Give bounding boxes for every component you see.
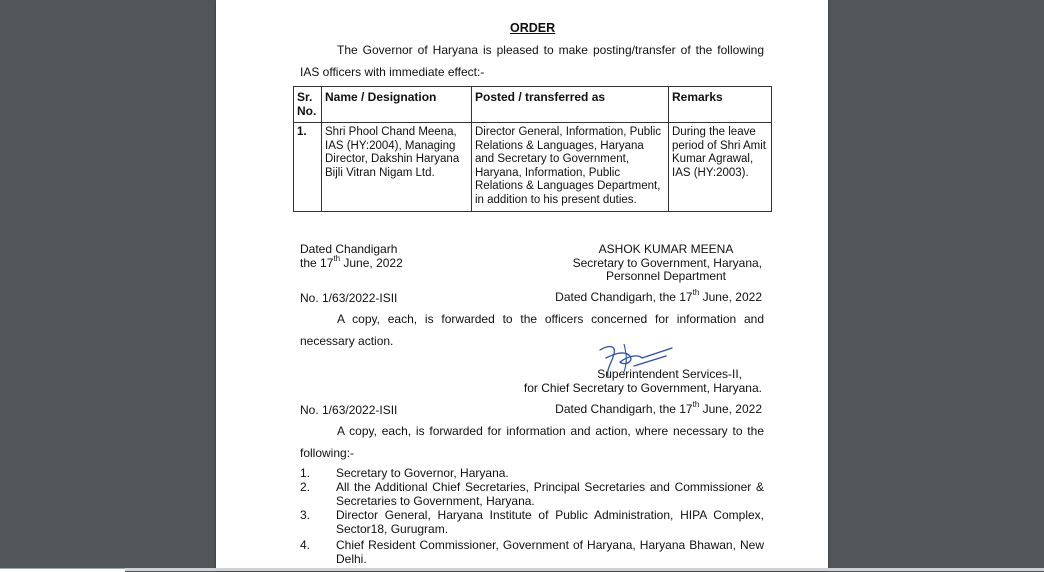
list-item-1-number: 1.: [300, 466, 311, 480]
list-item-4-text-2: Delhi.: [336, 552, 367, 566]
endorsement2-text-2: following:-: [300, 446, 355, 460]
table-header-row: [294, 87, 772, 123]
scrollbar-thumb[interactable]: [0, 568, 125, 572]
header-sr-no: Sr. No.: [294, 87, 322, 123]
list-item-2-number: 2.: [300, 480, 311, 494]
header-posted-as: Posted / transferred as: [472, 87, 669, 123]
endorsement2-number: No. 1/63/2022-ISII: [300, 403, 398, 417]
list-item-4-text-1: Chief Resident Commissioner, Government of Haryana, Haryana Bhawan, New: [336, 538, 764, 552]
list-item-3-text-2: Sector18, Gurugram.: [336, 522, 449, 536]
dated-date: the 17th June, 2022: [300, 254, 403, 270]
cell-sr-no: 1.: [294, 123, 322, 212]
list-item-3-text-1: Director General, Haryana Institute of Public Administration, HIPA Complex,: [336, 508, 764, 522]
cell-remarks: During the leave period of Shri Amit Kumar Agrawal, IAS (HY:2003).: [669, 123, 772, 212]
intro-line-1: The Governor of Haryana is pleased to make posting/transfer of the following: [337, 43, 764, 57]
signatory-title-1: Secretary to Government, Haryana,: [572, 256, 762, 270]
list-item-2-text-1: All the Additional Chief Secretaries, Principal Secretaries and Commissioner &: [336, 480, 764, 494]
endorsement1-text-2: necessary action.: [300, 334, 394, 348]
list-item-1-text: Secretary to Governor, Haryana.: [336, 466, 509, 480]
endorsement1-date: Dated Chandigarh, the 17th June, 2022: [555, 288, 762, 304]
list-item-4-number: 4.: [300, 538, 311, 552]
document-page: [216, 0, 828, 571]
cell-posted-as: Director General, Information, Public Relations & Languages, Haryana and Secretary to Government, Haryana, Information, Public Relations & Languages Department, in addition to his present duties.: [472, 123, 669, 212]
dated-place: Dated Chandigarh: [300, 242, 398, 256]
endorsement1-sign-title-2: for Chief Secretary to Government, Haryana.: [523, 381, 762, 395]
endorsement2-date: Dated Chandigarh, the 17th June, 2022: [555, 400, 762, 416]
signatory-name: ASHOK KUMAR MEENA: [598, 242, 734, 256]
endorsement1-sign-title-1: Superintendent Services-II,: [597, 367, 742, 381]
endorsement2-text-1: A copy, each, is forwarded for information and action, where necessary to the: [337, 424, 764, 438]
endorsement1-text-1: A copy, each, is forwarded to the officers concerned for information and: [337, 312, 764, 326]
signatory-title-2: Personnel Department: [605, 269, 727, 283]
list-item-2-text-2: Secretaries to Government, Haryana.: [336, 494, 535, 508]
endorsement1-number: No. 1/63/2022-ISII: [300, 291, 398, 305]
cell-name-designation: Shri Phool Chand Meena, IAS (HY:2004), Managing Director, Dakshin Haryana Bijli Vitran Nigam Ltd.: [322, 123, 472, 212]
intro-line-2: IAS officers with immediate effect:-: [300, 65, 485, 79]
header-name-designation: Name / Designation: [322, 87, 472, 123]
table-row: [294, 123, 772, 212]
transfer-table: [293, 86, 772, 212]
order-title: ORDER: [510, 21, 556, 35]
list-item-3-number: 3.: [300, 508, 311, 522]
header-remarks: Remarks: [669, 87, 772, 123]
